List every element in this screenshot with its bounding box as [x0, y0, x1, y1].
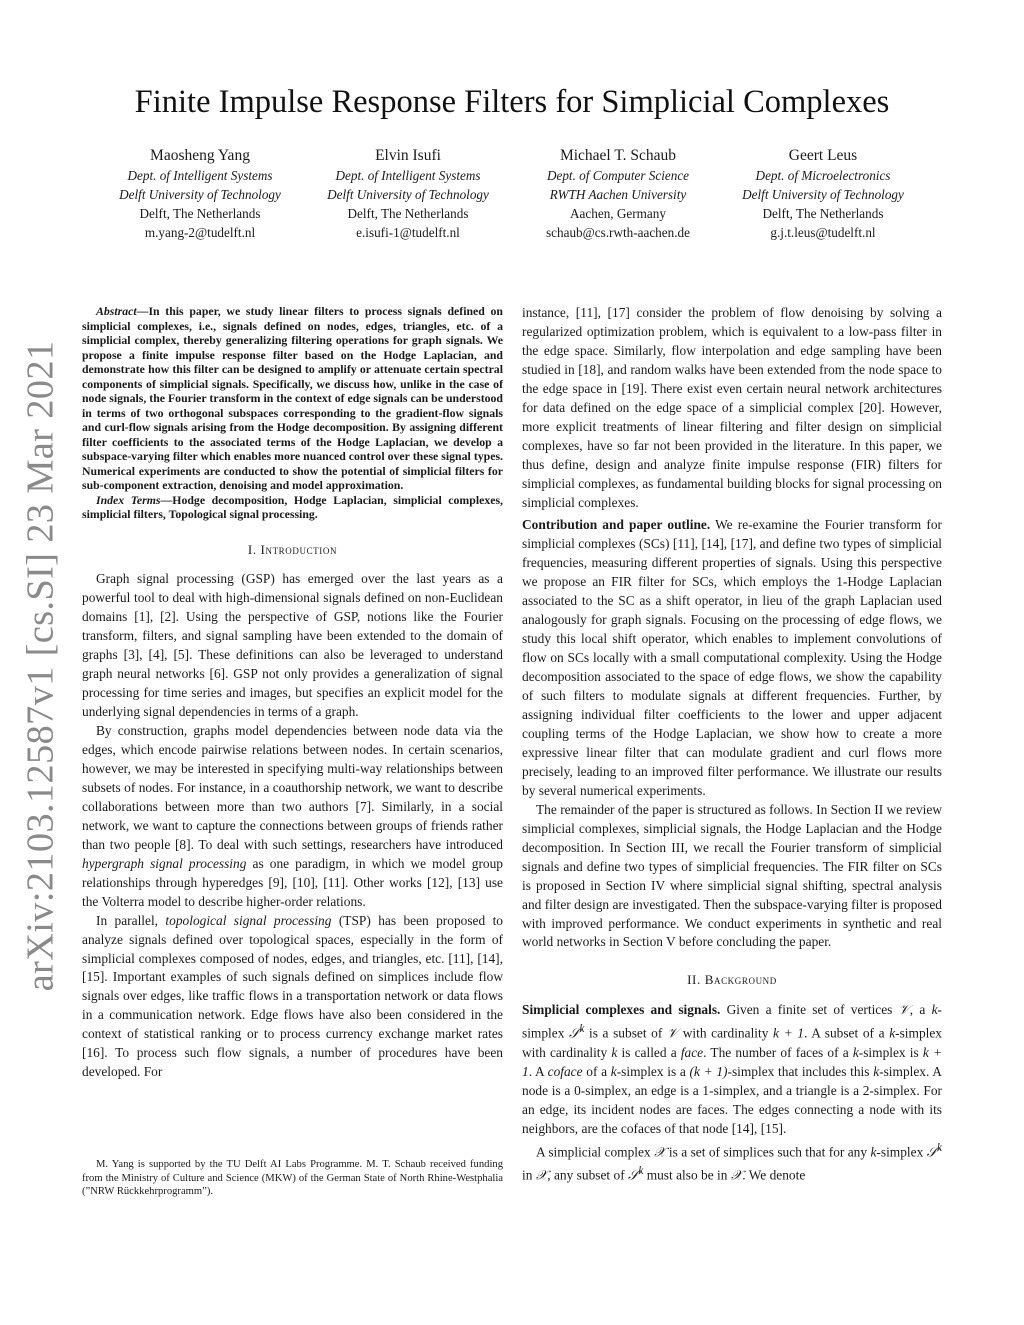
paragraph: Simplicial complexes and signals. Given a finite set of vertices 𝒱, a k-simplex 𝒮$^k$ is a subset of 𝒱 with cardinality k + 1. A subset of a k-simplex with cardinality k is called a face. The number of faces of a k-simplex is k + 1. A coface of a k-simplex is a (k + 1)-simplex that includes this k-simplex. A node is a 0-simplex, an edge is a 1-simplex, and a triangle is a 2-simplex. For an edge, its incident nodes are faces. The edges connecting a node with its neighbors, are the cofaces of that node [14], [15]. — [522, 1002, 943, 1136]
author-block — [90, 146, 310, 242]
paragraph: The remainder of the paper is structured as follows. In Section II we review simplicial complexes, simplicial signals, the Hodge Laplacian and the Hodge decomposition. In Section III, we recall the Fourier transform of simplicial signals and define two types of simplicial frequencies. The FIR filter on SCs is proposed in Section IV where simplicial signal shifting, spectral analysis and filter design are investigated. Then the subspace-varying filter is proposed with improved performance. We conduct experiments in synthetic and real world networks in Section V before concluding the paper. — [522, 801, 942, 950]
run-in-heading: Contribution and paper outline. — [522, 517, 711, 533]
author-university: Delft University of Technology — [742, 187, 904, 202]
paragraph: A simplicial complex 𝒳 is a set of simplices such that for any k-simplex 𝒮$^k$ in 𝒳, any subset of 𝒮$^k$ must also be in 𝒳. We denote — [522, 1141, 942, 1183]
author-location: Delft, The Netherlands — [139, 206, 261, 221]
left-column — [82, 304, 503, 1082]
footnote — [82, 1158, 503, 1199]
paragraph: By construction, graphs model dependencies between node data via the edges, which encode pairwise relations between nodes. In certain scenarios, however, we may be interested in specifying multi-way relationships between subsets of nodes. For instance, in a coauthorship network, we want to describe collaborations between more than two authors [7]. Similarly, in a social network, we want to capture the connections between groups of friends rather than two people [8]. To deal with such settings, researchers have introduced hypergraph signal processing as one paradigm, in which we model group relationships through hyperedges [9], [10], [11]. Other works [12], [13] use the Volterra model to describe higher-order relations. — [82, 723, 503, 909]
paper-title: Finite Impulse Response Filters for Simplicial Complexes — [134, 84, 890, 120]
author-name: Elvin Isufi — [375, 147, 441, 164]
section-heading-background: II. Background — [687, 972, 777, 988]
author-university: Delft University of Technology — [119, 187, 281, 202]
author-email: g.j.t.leus@tudelft.nl — [770, 225, 876, 240]
author-name: Michael T. Schaub — [559, 147, 677, 164]
author-university: RWTH Aachen University — [549, 187, 687, 202]
author-email: schaub@cs.rwth-aachen.de — [546, 225, 690, 240]
author-block — [508, 146, 728, 242]
author-dept: Dept. of Intelligent Systems — [127, 168, 273, 183]
author-dept: Dept. of Intelligent Systems — [335, 168, 481, 183]
paragraph: Contribution and paper outline. We re-examine the Fourier transform for simplicial complexes (SCs) [11], [14], [17], and define two types of simplicial frequencies, measuring different properties of signals. Using this perspective we propose an FIR filter for SCs, which employs the 1-Hodge Laplacian associated to the SC as a shift operator, in lieu of the graph Laplacian used analogously for graph signals. Focusing on the processing of edge flows, we study this local shift operator, which enables to implement convolutions of flow on SCs locally with a small computational complexity. Using the Hodge decomposition associated to the space of edge flows, we show the capability of such filters to modulate signals at different frequencies. Further, by assigning individual filter coefficients to the lower and upper adjacent coupling terms of the Hodge Laplacian, we show how to create a more expressive linear filter that can modulate gradient and curl flows more precisely, leading to an improved filter performance. We illustrate our results by several numerical experiments. — [522, 517, 942, 798]
section-heading-introduction: I. Introduction — [247, 541, 338, 557]
index-terms — [82, 493, 503, 522]
paragraph: In parallel, topological signal processing (TSP) has been proposed to analyze signals defined over topological spaces, especially in the form of simplicial complexes composed of nodes, edges, and triangles, etc. [11], [14], [15]. Important examples of such signals defined on simplices include flow signals over edges, like traffic flows in a transportation network or data flows in a communication network. Edge flows have also been considered in the context of statistical ranking or to process currency exchange market rates [16]. To process such flow signals, a number of procedures have been developed. For — [82, 912, 503, 1080]
author-name: Geert Leus — [788, 147, 858, 164]
right-column — [522, 304, 942, 1185]
author-email: m.yang-2@tudelft.nl — [144, 225, 256, 240]
abstract — [82, 304, 503, 493]
paragraph: Graph signal processing (GSP) has emerged over the last years as a powerful tool to deal with high-dimensional signals defined on non-Euclidean domains [1], [2]. Using the perspective of GSP, notions like the Fourier transform, filters, and signal sampling have been extended to the domain of graphs [3], [4], [5]. These definitions can also be leveraged to understand graph neural networks [6]. GSP not only provides a generalization of signal processing for time series and images, but specifies an explicit model for the underlying signal dependencies in terms of a graph. — [82, 571, 503, 720]
author-dept: Dept. of Microelectronics — [755, 168, 891, 183]
author-block — [713, 146, 933, 242]
index-terms-text: —Hodge decomposition, Hodge Laplacian, simplicial complexes, simplicial filters, Topological signal processing. — [82, 492, 504, 521]
author-email: e.isufi-1@tudelft.nl — [356, 225, 460, 240]
abstract-text: —In this paper, we study linear filters to process signals defined on simplicial complexes, i.e., signals defined on nodes, edges, triangles, etc. of a simplicial complex, thereby generalizing filtering operations for graph signals. We propose a finite impulse response filter based on the Hodge Laplacian, and demonstrate how this filter can be designed to amplify or attenuate certain spectral components of simplicial signals. Specifically, we discuss how, unlike in the case of node signals, the Fourier transform in the context of edge signals can be understood in terms of two orthogonal subspaces corresponding to the gradient-flow signals and curl-flow signals arising from the Hodge decomposition. By assigning different filter coefficients to the associated terms of the Hodge Laplacian, we develop a subspace-varying filter which enables more nuanced control over these signal types. Numerical experiments are conducted to show the potential of simplicial filters for sub-component extraction, denoising and model approximation. — [82, 304, 503, 492]
arxiv-identifier — [18, 340, 62, 992]
author-location: Delft, The Netherlands — [347, 206, 469, 221]
run-in-heading: Simplicial complexes and signals. — [522, 1002, 721, 1018]
index-terms-label: Index Terms — [96, 492, 161, 507]
footnote-text: M. Yang is supported by the TU Delft AI Labs Programme. M. T. Schaub received funding from the Ministry of Culture and Science (MKW) of the German State of North Rhine-Westphalia (”NRW Rückkehrprogramm”). — [82, 1159, 503, 1198]
author-name: Maosheng Yang — [150, 147, 250, 164]
author-dept: Dept. of Computer Science — [546, 168, 690, 183]
arxiv-identifier-text: arXiv:2103.12587v1 [cs.SI] 23 Mar 2021 — [19, 340, 61, 992]
abstract-label: Abstract — [96, 304, 137, 318]
author-block — [298, 146, 518, 242]
author-location: Delft, The Netherlands — [762, 206, 884, 221]
paragraph: instance, [11], [17] consider the problem of flow denoising by solving a regularized optimization problem, which is equivalent to a low-pass filter in the edge space. Similarly, flow interpolation and edge sampling have been studied in [18], and random walks have been extended from the node space to the edge space in [19]. There exist even certain neural network architectures for data defined on the edge space of a simplicial complex [20]. However, more explicit treatments of linear filtering and filter design on simplicial complexes, have so far not been provided in the literature. In this paper, we thus define, design and analyze finite impulse response (FIR) filters for simplicial complexes, as fundamental building blocks for signal processing on simplicial complexes. — [522, 305, 942, 510]
author-location: Aachen, Germany — [570, 206, 666, 221]
author-university: Delft University of Technology — [327, 187, 489, 202]
